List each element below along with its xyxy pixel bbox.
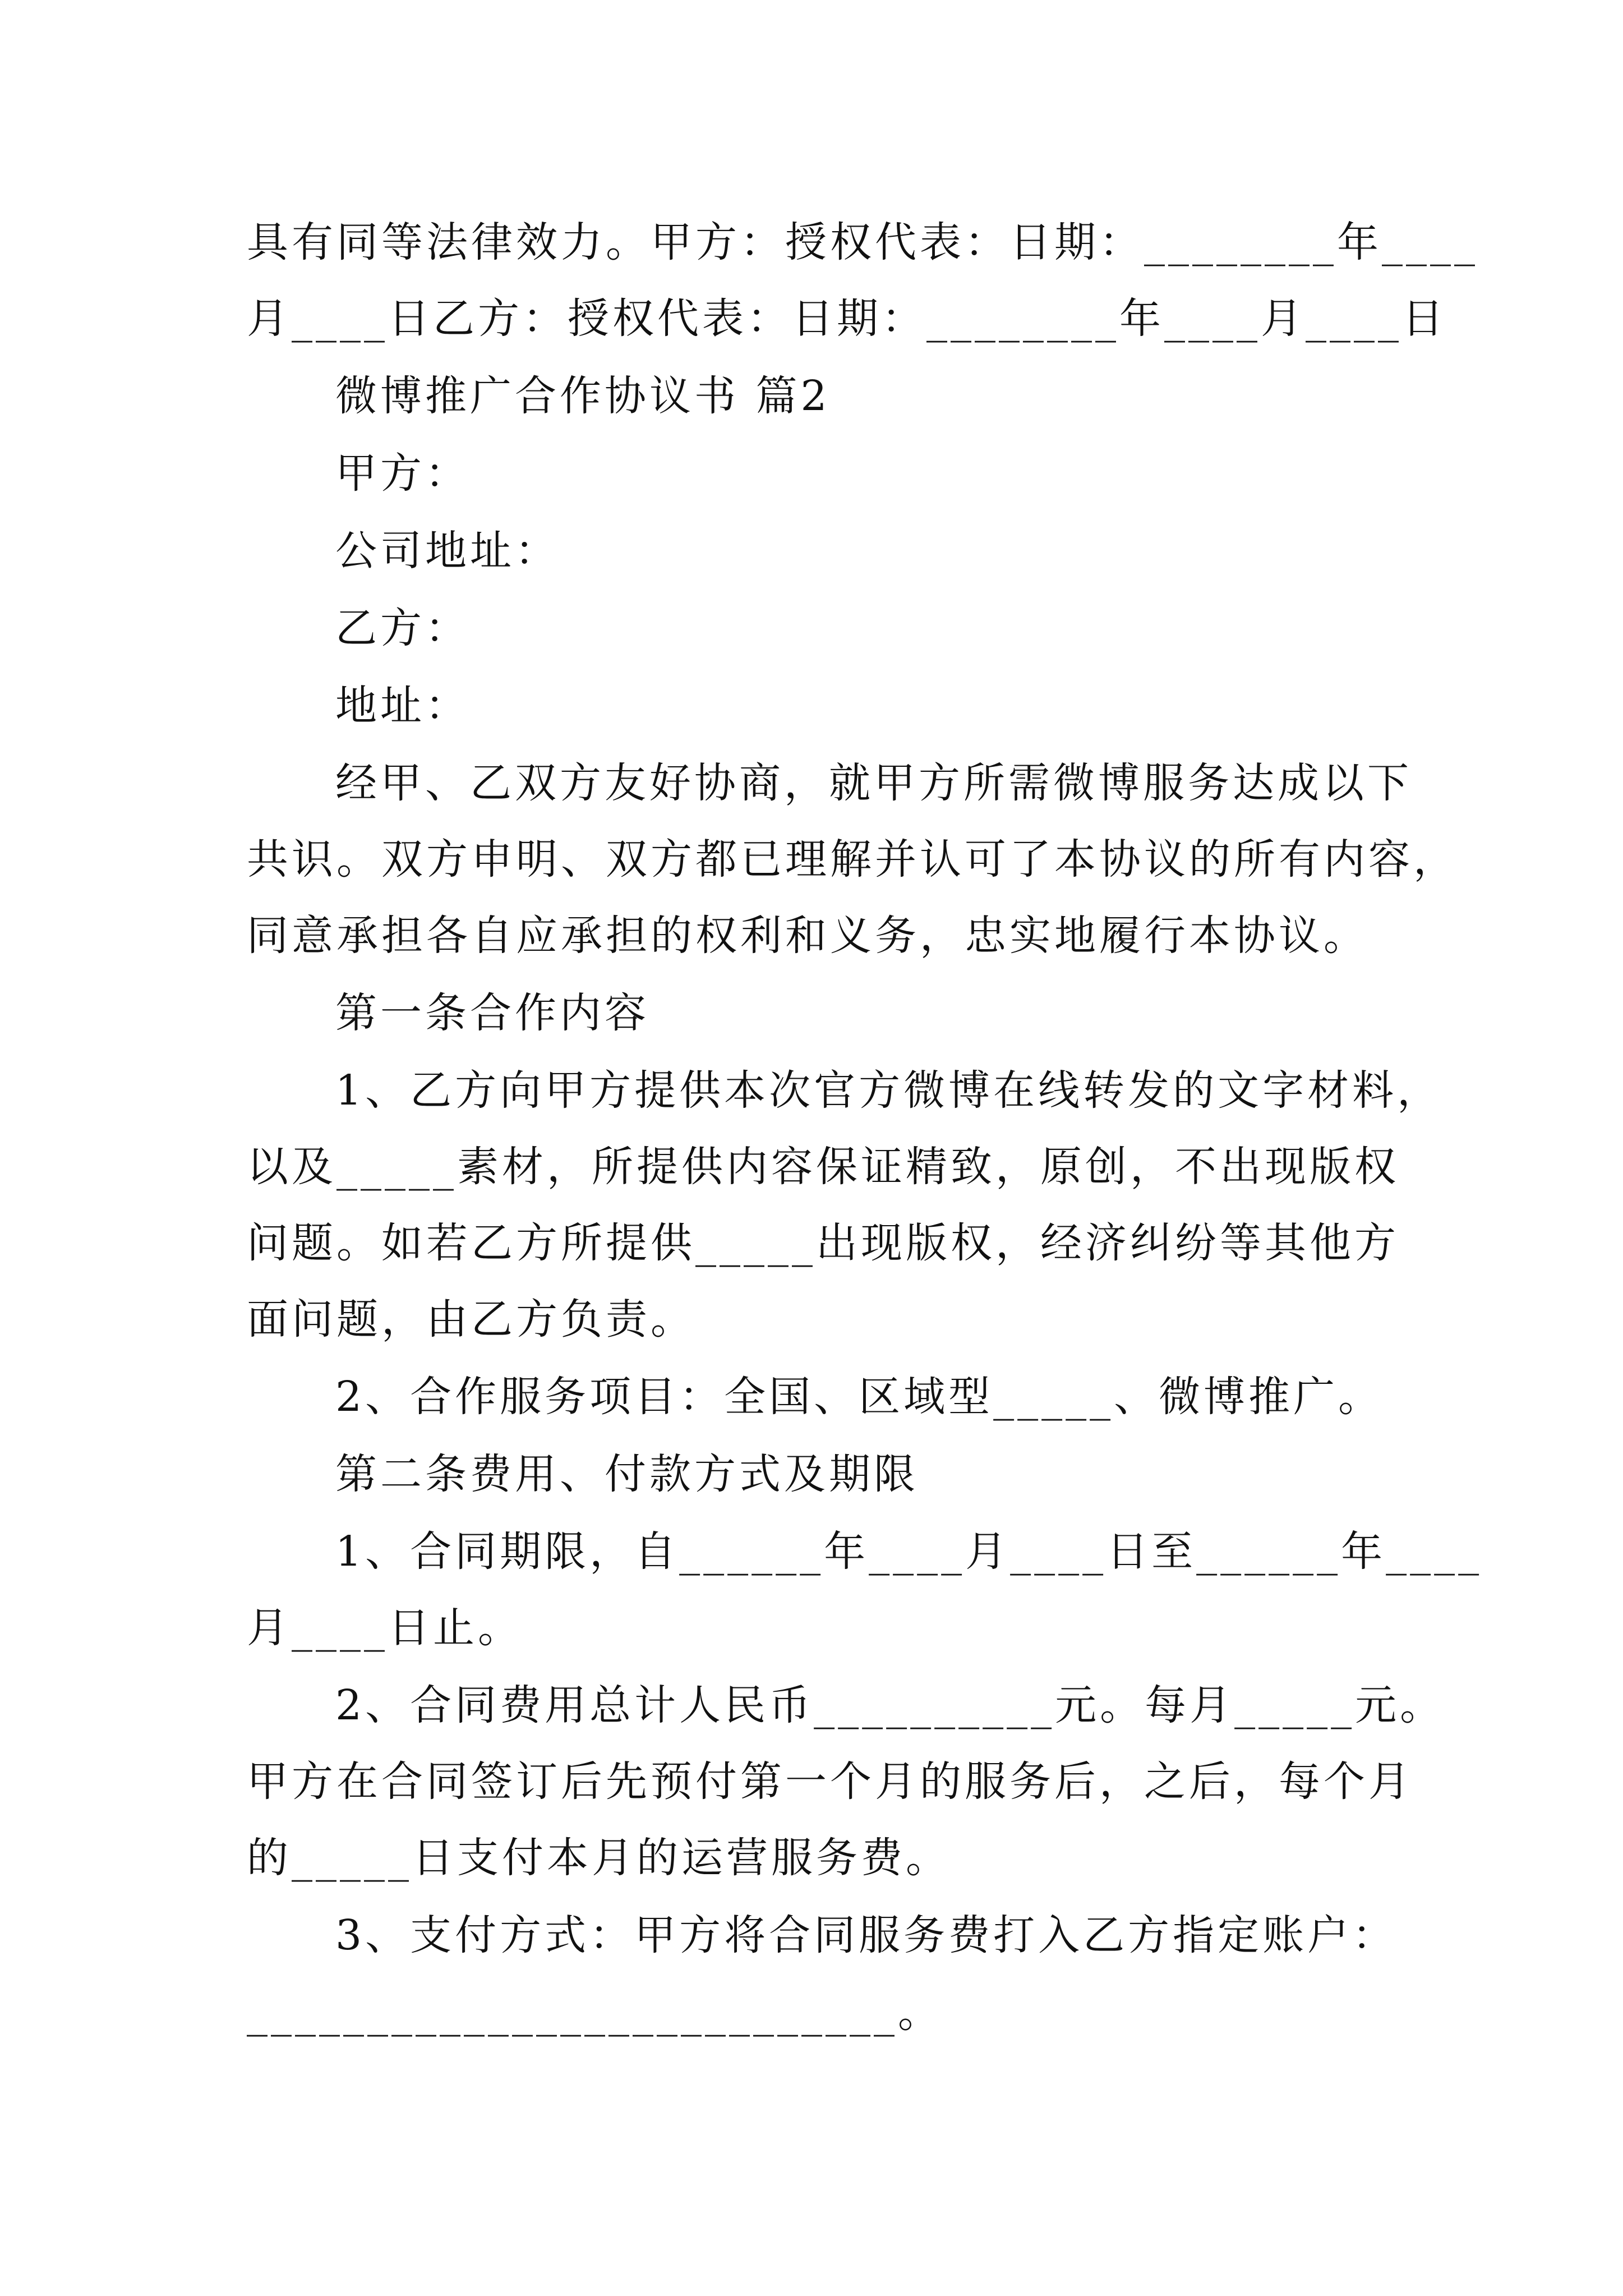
party-b-label: 乙方： — [335, 604, 470, 652]
party-a-label: 甲方： — [335, 449, 470, 498]
text-line: 共识。双方申明、双方都已理解并认可了本协议的所有内容， — [247, 835, 1458, 884]
section-title: 微博推广合作协议书 篇2 — [335, 372, 831, 420]
text-line: 以及_____素材，所提供内容保证精致，原创，不出现版权 — [247, 1143, 1399, 1191]
text-line: 问题。如若乙方所提供_____出现版权，经济纠纷等其他方 — [247, 1219, 1399, 1267]
address-label: 地址： — [335, 682, 470, 730]
text-line: 经甲、乙双方友好协商，就甲方所需微博服务达成以下 — [335, 759, 1412, 807]
text-line: 3、支付方式：甲方将合同服务费打入乙方指定账户： — [335, 1911, 1398, 1959]
text-line: 月____日乙方：授权代表：日期：________年____月____日 — [247, 295, 1447, 343]
text-line: 2、合同费用总计人民币__________元。每月_____元。 — [335, 1681, 1445, 1729]
text-line: 同意承担各自应承担的权利和义务，忠实地履行本协议。 — [247, 912, 1368, 960]
text-line: 2、合作服务项目：全国、区域型_____、微博推广。 — [335, 1373, 1384, 1421]
text-line: 月____日止。 — [247, 1604, 523, 1652]
text-line: 具有同等法律效力。甲方：授权代表：日期：________年____ — [247, 218, 1478, 266]
text-line: 甲方在合同签订后先预付第一个月的服务后，之后，每个月 — [247, 1757, 1413, 1806]
text-line: 的_____日支付本月的运营服务费。 — [247, 1834, 951, 1882]
text-line: 1、合同期限，自______年____月____日至______年____ — [335, 1527, 1483, 1576]
company-address-label: 公司地址： — [335, 527, 560, 575]
text-line: 1、乙方向甲方提供本次官方微博在线转发的文字材料， — [335, 1066, 1442, 1115]
text-line: ___________________________。 — [247, 1989, 943, 2037]
article-heading: 第一条合作内容 — [335, 989, 649, 1037]
article-heading: 第二条费用、付款方式及期限 — [335, 1450, 919, 1498]
text-line: 面问题，由乙方负责。 — [247, 1295, 695, 1343]
